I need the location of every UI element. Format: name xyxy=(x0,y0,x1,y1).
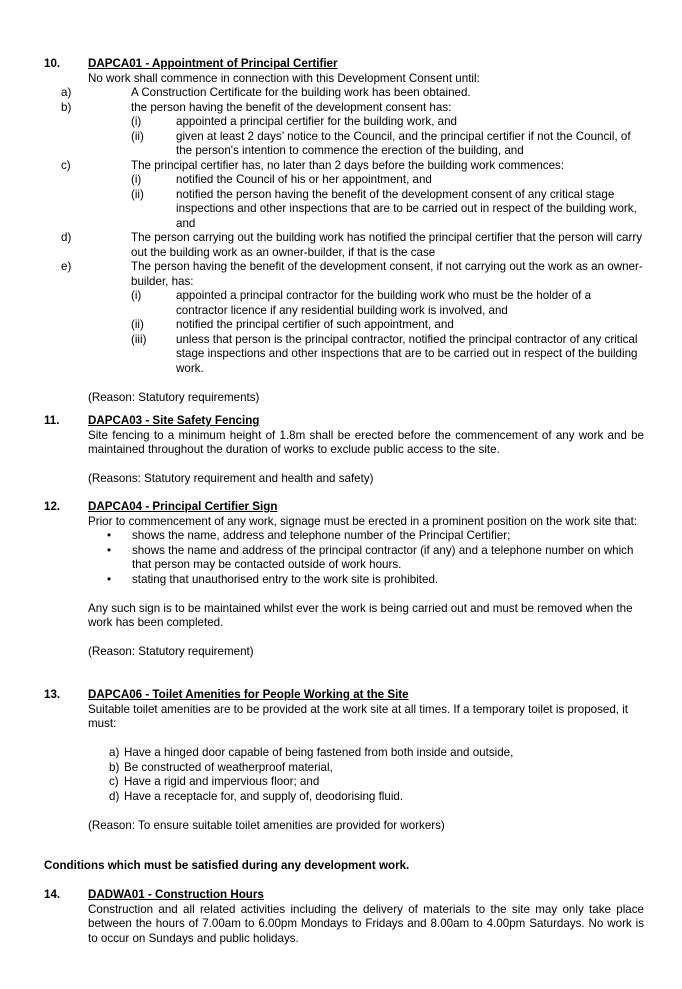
item-text: notified the principal certifier of such appointment, and xyxy=(176,318,454,331)
bullet-text: shows the name, address and telephone number of the Principal Certifier; xyxy=(132,529,511,542)
bullet-item xyxy=(88,544,644,573)
item-text: Have a rigid and impervious floor; and xyxy=(124,775,320,788)
bullet-text: stating that unauthorised entry to the work site is prohibited. xyxy=(132,572,439,586)
item-text: notified the Council of his or her appointment, and xyxy=(176,173,432,186)
item-label: (ii) xyxy=(131,129,144,143)
list-item xyxy=(88,790,644,805)
item-text: The person having the benefit of the development consent, if not carrying out the work as an owner-builder, has: xyxy=(131,260,643,288)
bullet-icon: • xyxy=(107,543,112,557)
sub-list-item xyxy=(88,130,644,159)
condition-11 xyxy=(88,414,644,487)
condition-title: DAPCA04 - Principal Certifier Sign xyxy=(88,500,278,513)
condition-intro: Prior to commencement of any work, signage must be erected in a prominent position on the work site that: xyxy=(88,514,638,528)
item-label: d) xyxy=(109,789,120,803)
bullet-text: shows the name and address of the principal contractor (if any) and a telephone number on which that person may be contacted outside of work hours. xyxy=(132,543,634,571)
condition-title: DADWA01 - Construction Hours xyxy=(88,888,264,901)
list-item xyxy=(61,86,644,101)
list-item xyxy=(88,775,644,790)
condition-reason: (Reason: Statutory requirement) xyxy=(88,645,254,658)
condition-title: DAPCA06 - Toilet Amenities for People Working at the Site xyxy=(88,688,409,701)
bullet-icon: • xyxy=(107,572,112,586)
condition-12 xyxy=(88,500,644,660)
condition-text: Any such sign is to be maintained whilst ever the work is being carried out and must be removed when the work has been completed. xyxy=(88,601,633,629)
condition-reason: (Reasons: Statutory requirement and health and safety) xyxy=(88,472,374,485)
list-item xyxy=(88,746,644,761)
sub-list-item xyxy=(88,289,644,318)
item-label: a) xyxy=(109,746,120,759)
item-label: b) xyxy=(61,100,72,114)
condition-intro: Suitable toilet amenities are to be provided at the work site at all times. If a temporary toilet is proposed, it must: xyxy=(88,702,629,730)
item-text: unless that person is the principal contractor, notified the principal contractor of any critical stage inspections and other inspections that are to be carried out in respect of the building work. xyxy=(176,332,638,375)
section-heading: Conditions which must be satisfied during any development work. xyxy=(44,859,410,872)
condition-number: 11. xyxy=(44,414,60,427)
sub-list-item xyxy=(88,115,644,130)
item-text: A Construction Certificate for the building work has been obtained. xyxy=(131,86,471,99)
condition-text: Site fencing to a minimum height of 1.8m shall be erected before the commencement of any work and be maintained throughout the duration of works to exclude public access to the site. xyxy=(88,428,644,456)
sub-list-item xyxy=(88,173,644,188)
condition-10 xyxy=(61,57,644,405)
item-label: (ii) xyxy=(131,187,144,201)
item-label: (i) xyxy=(131,115,142,128)
item-label: (iii) xyxy=(131,332,147,346)
item-label: (i) xyxy=(131,289,142,302)
list-item xyxy=(61,158,644,174)
item-text: The principal certifier has, no later than 2 days before the building work commences: xyxy=(131,158,565,172)
condition-reason: (Reason: To ensure suitable toilet amenities are provided for workers) xyxy=(88,818,445,832)
item-label: (i) xyxy=(131,173,142,186)
item-label: c) xyxy=(61,158,71,172)
list-item xyxy=(61,231,644,260)
item-text: Be constructed of weatherproof material, xyxy=(124,760,333,774)
item-label: a) xyxy=(61,86,72,99)
item-text: The person carrying out the building work has notified the principal certifier that the person will carry out the building work as an owner-builder, if that is the case xyxy=(131,231,643,259)
condition-text: Construction and all related activities including the delivery of materials to the site may only take place between the hours of 7.00am to 6.00pm Mondays to Fridays and 8.00am to 4.00pm Saturdays. No work is to occur on Sundays and public holidays. xyxy=(88,902,644,945)
item-label: b) xyxy=(109,760,120,774)
list-item xyxy=(61,260,644,289)
bullet-item xyxy=(88,573,644,588)
condition-14 xyxy=(88,888,644,946)
sub-list-item xyxy=(88,188,644,232)
condition-13 xyxy=(88,688,644,833)
bullet-icon: • xyxy=(107,529,112,542)
item-text: appointed a principal certifier for the building work, and xyxy=(176,115,457,128)
condition-title: DAPCA03 - Site Safety Fencing xyxy=(88,414,260,427)
condition-title: DAPCA01 - Appointment of Principal Certifier xyxy=(88,57,338,70)
item-text: Have a hinged door capable of being fastened from both inside and outside, xyxy=(124,746,514,759)
condition-number: 13. xyxy=(44,688,61,701)
bullet-item xyxy=(88,529,644,544)
sub-list-item xyxy=(88,318,644,333)
condition-number: 14. xyxy=(44,888,61,901)
list-item xyxy=(88,761,644,776)
list-item xyxy=(61,100,644,116)
item-label: d) xyxy=(61,231,72,244)
item-text: appointed a principal contractor for the building work who must be the holder of a contractor licence if any residential building work is involved, and xyxy=(176,289,592,317)
item-label: e) xyxy=(61,260,72,273)
condition-number: 10. xyxy=(44,57,61,70)
condition-intro: No work shall commence in connection with this Development Consent until: xyxy=(88,71,480,85)
condition-number: 12. xyxy=(44,500,61,513)
item-text: the person having the benefit of the development consent has: xyxy=(131,100,452,114)
item-label: (ii) xyxy=(131,318,144,331)
condition-reason: (Reason: Statutory requirements) xyxy=(88,390,260,404)
item-text: Have a receptacle for, and supply of, deodorising fluid. xyxy=(124,789,404,803)
sub-list-item xyxy=(88,333,644,377)
item-text: given at least 2 days’ notice to the Council, and the principal certifier if not the Council, of the person's intention to commence the erection of the building, and xyxy=(176,129,631,157)
item-label: c) xyxy=(109,775,119,788)
item-text: notified the person having the benefit of the development consent of any critical stage inspections and other inspections that are to be carried out in respect of the building work, and xyxy=(176,187,637,230)
